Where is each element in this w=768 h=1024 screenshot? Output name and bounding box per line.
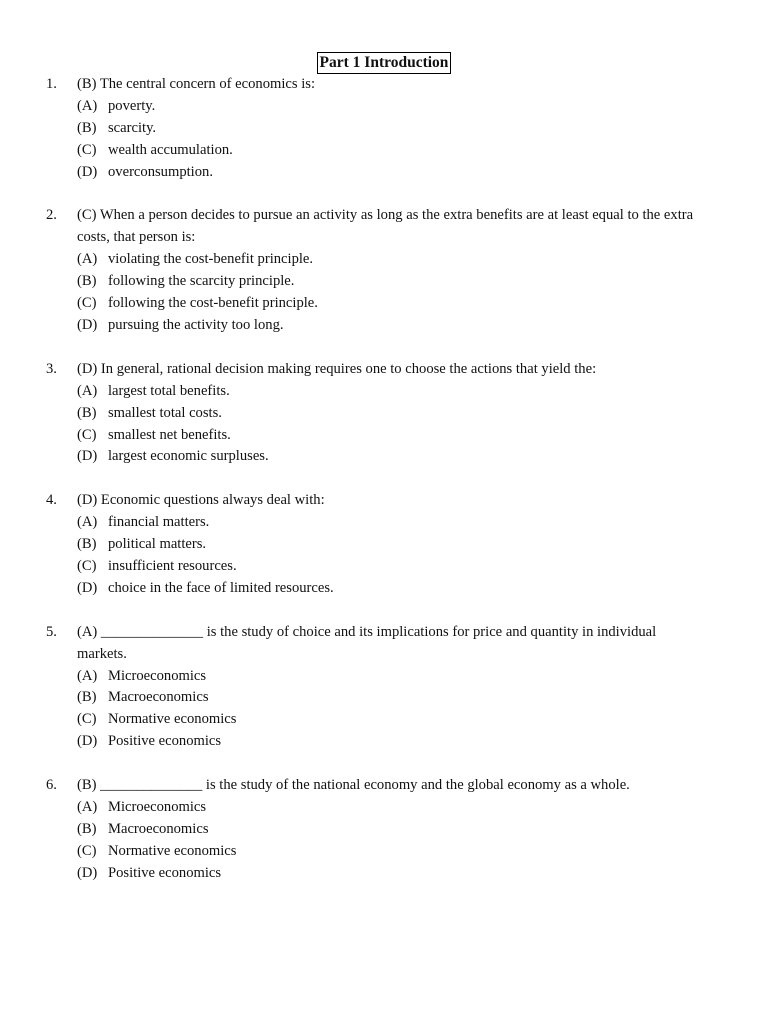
option-text: violating the cost-benefit principle. (108, 251, 314, 268)
answer-option (0, 841, 768, 863)
question-stem (0, 775, 768, 797)
answer-option (0, 140, 768, 162)
option-text: Macroeconomics (108, 689, 209, 706)
answer-option (0, 381, 768, 403)
answer-option (0, 666, 768, 688)
question-text: (B) The central concern of economics is: (77, 76, 316, 92)
answer-option (0, 512, 768, 534)
answer-option (0, 534, 768, 556)
option-letter: (D) (77, 316, 98, 333)
option-letter: (A) (77, 382, 98, 399)
question-stem (0, 74, 768, 96)
answer-option (0, 249, 768, 271)
option-letter: (A) (77, 97, 98, 114)
question-text: (D) Economic questions always deal with: (77, 492, 325, 509)
answer-option (0, 797, 768, 819)
option-text: poverty. (108, 97, 156, 114)
option-letter: (B) (77, 404, 97, 421)
question-number: 1. (46, 76, 57, 92)
answer-option (0, 446, 768, 468)
answer-option (0, 118, 768, 140)
answer-option (0, 687, 768, 709)
option-letter: (D) (77, 864, 98, 881)
option-text: Microeconomics (108, 799, 207, 816)
option-text: scarcity. (108, 119, 157, 136)
option-letter: (B) (77, 689, 97, 706)
question-stem (0, 490, 768, 512)
option-letter: (A) (77, 514, 98, 531)
option-letter: (D) (77, 733, 98, 750)
answer-option (0, 731, 768, 753)
question-list (0, 74, 768, 907)
question-3 (0, 359, 768, 468)
answer-option (0, 578, 768, 600)
question-stem (0, 205, 768, 249)
title-container (0, 52, 768, 74)
option-letter: (B) (77, 273, 97, 290)
answer-option (0, 819, 768, 841)
answer-option (0, 425, 768, 447)
answer-option (0, 863, 768, 885)
option-text: Normative economics (108, 842, 237, 859)
question-number: 2. (46, 207, 57, 224)
option-text: insufficient resources. (108, 558, 237, 574)
question-number: 5. (46, 623, 57, 640)
option-letter: (C) (77, 711, 97, 728)
option-text: smallest net benefits. (108, 426, 231, 443)
option-letter: (D) (77, 579, 98, 596)
question-text: (C) When a person decides to pursue an activity as long as the extra benefits are at least equal to the extra costs, that person is: (77, 207, 694, 246)
question-text: (A) ______________ is the study of choice and its implications for price and quantity in individual markets. (77, 623, 657, 662)
answer-option (0, 315, 768, 337)
option-letter: (A) (77, 667, 98, 684)
option-letter: (B) (77, 820, 97, 837)
option-text: pursuing the activity too long. (108, 316, 284, 333)
question-number: 4. (46, 492, 57, 509)
option-letter: (C) (77, 842, 97, 859)
question-stem (0, 359, 768, 381)
option-text: wealth accumulation. (108, 141, 233, 158)
option-text: overconsumption. (108, 163, 213, 180)
answer-option (0, 403, 768, 425)
option-letter: (C) (77, 426, 97, 443)
question-1 (0, 74, 768, 183)
option-text: largest total benefits. (108, 382, 230, 399)
question-text: (B) ______________ is the study of the national economy and the global economy as a whole. (77, 777, 630, 794)
option-letter: (B) (77, 536, 97, 553)
option-letter: (A) (77, 799, 98, 816)
answer-option (0, 96, 768, 118)
question-number: 3. (46, 360, 57, 377)
option-text: smallest total costs. (108, 404, 222, 421)
option-text: following the scarcity principle. (108, 273, 295, 290)
question-4 (0, 490, 768, 599)
option-letter: (C) (77, 295, 97, 312)
option-text: following the cost-benefit principle. (108, 295, 318, 312)
answer-option (0, 556, 768, 578)
option-text: choice in the face of limited resources. (108, 579, 334, 596)
answer-option (0, 293, 768, 315)
option-text: financial matters. (108, 514, 210, 531)
option-text: Positive economics (108, 864, 222, 881)
question-5 (0, 622, 768, 753)
answer-option (0, 162, 768, 184)
option-letter: (D) (77, 448, 98, 465)
option-text: Normative economics (108, 711, 237, 728)
option-text: political matters. (108, 536, 207, 553)
option-letter: (C) (77, 558, 97, 574)
question-2 (0, 205, 768, 336)
option-text: largest economic surpluses. (108, 448, 269, 465)
option-letter: (A) (77, 251, 98, 268)
question-6 (0, 775, 768, 884)
question-stem (0, 622, 768, 666)
page-title: Part 1 Introduction (317, 52, 452, 74)
question-text: (D) In general, rational decision making requires one to choose the actions that yield the: (77, 360, 597, 377)
option-text: Microeconomics (108, 667, 207, 684)
question-number: 6. (46, 777, 57, 794)
answer-option (0, 709, 768, 731)
option-letter: (C) (77, 141, 97, 158)
answer-option (0, 271, 768, 293)
option-text: Macroeconomics (108, 820, 209, 837)
option-letter: (B) (77, 119, 97, 136)
option-text: Positive economics (108, 733, 222, 750)
option-letter: (D) (77, 163, 98, 180)
